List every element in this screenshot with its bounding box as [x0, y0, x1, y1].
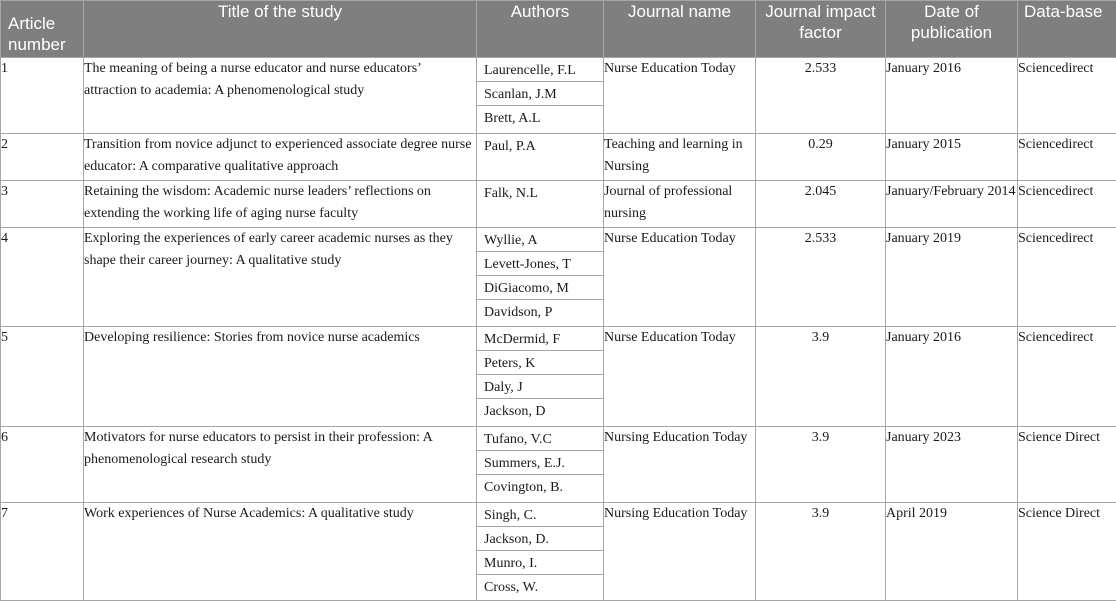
author-name: Jackson, D [484, 404, 546, 419]
publication-date: January 2016 [886, 327, 1018, 427]
impact-factor: 0.29 [756, 134, 886, 181]
journal-name: Teaching and learning in Nursing [604, 134, 756, 181]
header-title: Title of the study [84, 1, 477, 58]
impact-factor: 3.9 [756, 327, 886, 427]
author-name: Davidson, P [484, 305, 553, 320]
journal-name: Nurse Education Today [604, 58, 756, 134]
authors-list [477, 181, 604, 228]
journal-name: Nurse Education Today [604, 228, 756, 327]
authors-list [477, 134, 604, 181]
header-impact-factor: Journal impact factor [756, 1, 886, 58]
database: Sciencedirect [1018, 228, 1116, 327]
author-name: Falk, N.L [484, 186, 539, 201]
header-row [1, 1, 1116, 58]
journal-name: Journal of professional nursing [604, 181, 756, 228]
study-title: Exploring the experiences of early career academic nurses as they shape their career journey: A qualitative study [84, 228, 477, 327]
authors-list [477, 228, 604, 327]
author-name: Brett, A.L [484, 111, 541, 126]
author-name: Levett-Jones, T [477, 252, 603, 276]
author-name: Daly, J [477, 375, 603, 399]
authors-list [477, 427, 604, 503]
publication-date: January 2016 [886, 58, 1018, 134]
publication-date: January 2019 [886, 228, 1018, 327]
journal-name: Nursing Education Today [604, 503, 756, 601]
header-authors: Authors [477, 1, 604, 58]
author-name: Wyllie, A [477, 228, 603, 252]
database: Sciencedirect [1018, 327, 1116, 427]
database: Science Direct [1018, 427, 1116, 503]
article-number: 6 [1, 427, 84, 503]
database: Sciencedirect [1018, 181, 1116, 228]
impact-factor: 2.533 [756, 58, 886, 134]
article-number: 2 [1, 134, 84, 181]
author-name: Peters, K [477, 351, 603, 375]
header-publication-date: Date of publication [886, 1, 1018, 58]
table-row [1, 503, 1116, 601]
author-name: Tufano, V.C [477, 427, 603, 451]
table-body [1, 58, 1116, 601]
authors-list [477, 327, 604, 427]
header-journal: Journal name [604, 1, 756, 58]
impact-factor: 3.9 [756, 503, 886, 601]
table-row [1, 134, 1116, 181]
authors-list [477, 58, 604, 134]
database: Sciencedirect [1018, 58, 1116, 134]
publication-date: January/February 2014 [886, 181, 1018, 228]
publication-date: April 2019 [886, 503, 1018, 601]
article-number: 7 [1, 503, 84, 601]
author-name: Summers, E.J. [477, 451, 603, 475]
study-title: Transition from novice adjunct to experienced associate degree nurse educator: A comparative qualitative approach [84, 134, 477, 181]
study-title: Motivators for nurse educators to persist in their profession: A phenomenological research study [84, 427, 477, 503]
study-title: Work experiences of Nurse Academics: A qualitative study [84, 503, 477, 601]
header-database: Data-base [1018, 1, 1116, 58]
author-name: Jackson, D. [477, 527, 603, 551]
journal-name: Nursing Education Today [604, 427, 756, 503]
table-row [1, 327, 1116, 427]
study-title: Developing resilience: Stories from novice nurse academics [84, 327, 477, 427]
article-number: 4 [1, 228, 84, 327]
article-number: 3 [1, 181, 84, 228]
article-number: 1 [1, 58, 84, 134]
author-name: Munro, I. [477, 551, 603, 575]
study-title: Retaining the wisdom: Academic nurse leaders’ reflections on extending the working life of aging nurse faculty [84, 181, 477, 228]
publication-date: January 2023 [886, 427, 1018, 503]
publication-date: January 2015 [886, 134, 1018, 181]
author-name: McDermid, F [477, 327, 603, 351]
impact-factor: 2.045 [756, 181, 886, 228]
table-row [1, 228, 1116, 327]
table-row [1, 427, 1116, 503]
author-name: DiGiacomo, M [477, 276, 603, 300]
database: Science Direct [1018, 503, 1116, 601]
author-name: Cross, W. [484, 580, 539, 595]
impact-factor: 3.9 [756, 427, 886, 503]
header-article-number: Article number [1, 1, 84, 58]
table-row [1, 58, 1116, 134]
study-title: The meaning of being a nurse educator and nurse educators’ attraction to academia: A phenomenological study [84, 58, 477, 134]
table-row [1, 181, 1116, 228]
author-name: Laurencelle, F.L [477, 58, 603, 82]
journal-name: Nurse Education Today [604, 327, 756, 427]
author-name: Paul, P.A [484, 139, 536, 154]
author-name: Scanlan, J.M [477, 82, 603, 106]
author-name: Singh, C. [477, 503, 603, 527]
author-name: Covington, B. [484, 480, 563, 495]
authors-list [477, 503, 604, 601]
impact-factor: 2.533 [756, 228, 886, 327]
database: Sciencedirect [1018, 134, 1116, 181]
article-number: 5 [1, 327, 84, 427]
